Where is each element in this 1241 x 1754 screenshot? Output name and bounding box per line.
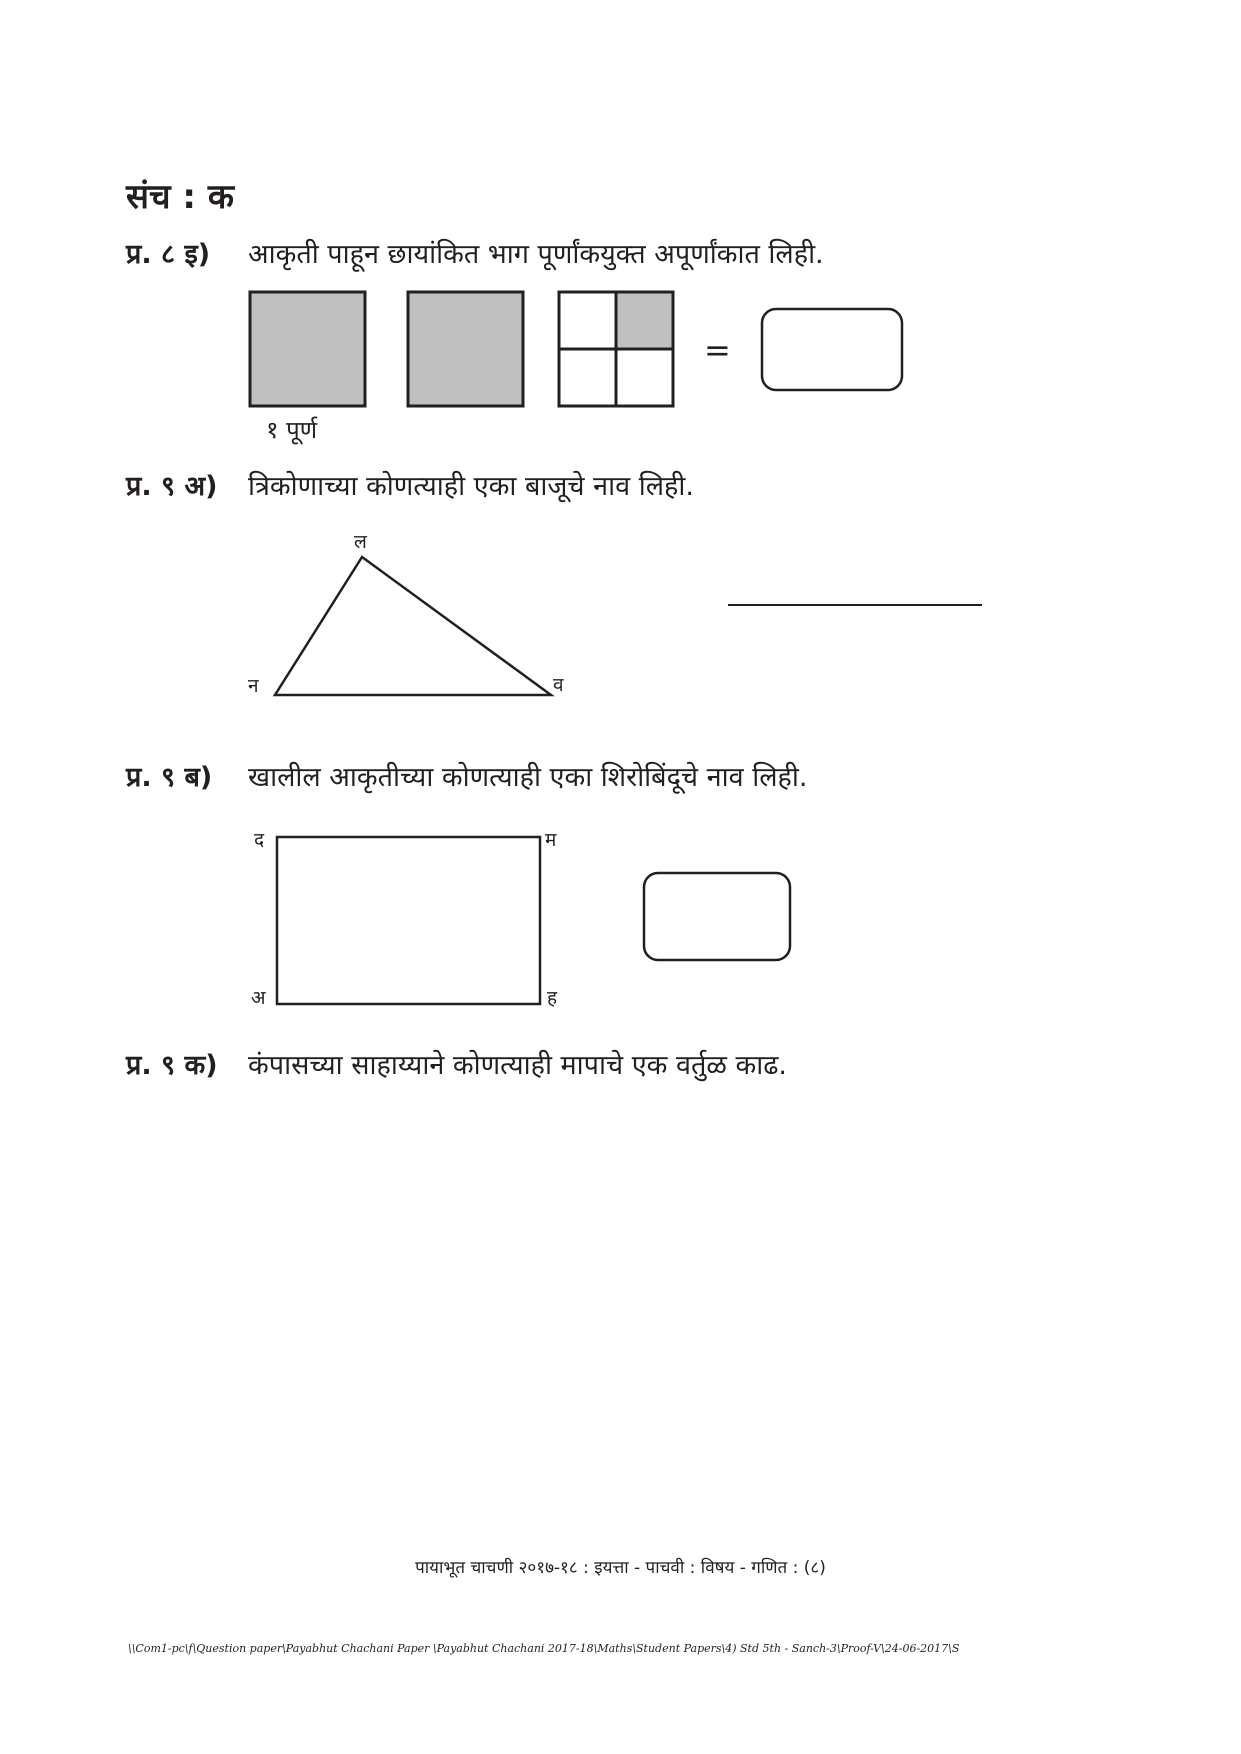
whole-caption: १ पूर्ण bbox=[266, 416, 318, 444]
question-9b-number: प्र. ९ ब) bbox=[126, 762, 213, 793]
rectangle bbox=[277, 837, 540, 1004]
question-8i-number: प्र. ८ इ) bbox=[126, 239, 211, 270]
vertex-label-top-right: म bbox=[545, 829, 557, 851]
file-path: \\Com1-pc\f\Question paper\Payabhut Chachani Paper \Payabhut Chachani 2017-18\Maths\Student Papers\4) Std 5th - Sanch-3\Proof-V\24-06-2017\S bbox=[128, 1642, 960, 1655]
question-9c-text: कंपासच्या साहाय्याने कोणत्याही मापाचे एक वर्तुळ काढ. bbox=[248, 1050, 788, 1081]
question-9b-text: खालील आकृतीच्या कोणत्याही एका शिरोबिंदूचे नाव लिही. bbox=[248, 762, 808, 793]
triangle-figure bbox=[275, 557, 982, 695]
answer-box-8i[interactable] bbox=[762, 309, 902, 390]
question-9a-text: त्रिकोणाच्या कोणत्याही एका बाजूचे नाव लिही. bbox=[248, 471, 694, 502]
vertex-label-bottom-left: अ bbox=[251, 987, 266, 1009]
vertex-label-right: व bbox=[553, 674, 564, 696]
question-9a-number: प्र. ९ अ) bbox=[126, 471, 218, 502]
question-9c-number: प्र. ९ क) bbox=[126, 1050, 218, 1081]
set-title: संच : क bbox=[126, 177, 234, 217]
answer-box-9b[interactable] bbox=[644, 873, 790, 960]
whole-square-2 bbox=[408, 292, 523, 406]
vertex-label-left: न bbox=[248, 675, 259, 697]
question-8i-text: आकृती पाहून छायांकित भाग पूर्णांकयुक्त अपूर्णांकात लिही. bbox=[248, 239, 824, 270]
quarter-grid-square bbox=[559, 292, 673, 406]
fraction-figure bbox=[250, 292, 902, 406]
whole-square-1 bbox=[250, 292, 365, 406]
rectangle-figure bbox=[277, 837, 790, 1004]
vertex-label-top: ल bbox=[354, 531, 367, 553]
triangle bbox=[275, 557, 551, 695]
vertex-label-bottom-right: ह bbox=[547, 987, 558, 1009]
shaded-quarter bbox=[616, 292, 673, 349]
page-footer: पायाभूत चाचणी २०१७-१८ : इयत्ता - पाचवी : विषय - गणित : (८) bbox=[415, 1558, 826, 1578]
equals-sign: = bbox=[704, 331, 731, 369]
vertex-label-top-left: द bbox=[254, 829, 265, 851]
